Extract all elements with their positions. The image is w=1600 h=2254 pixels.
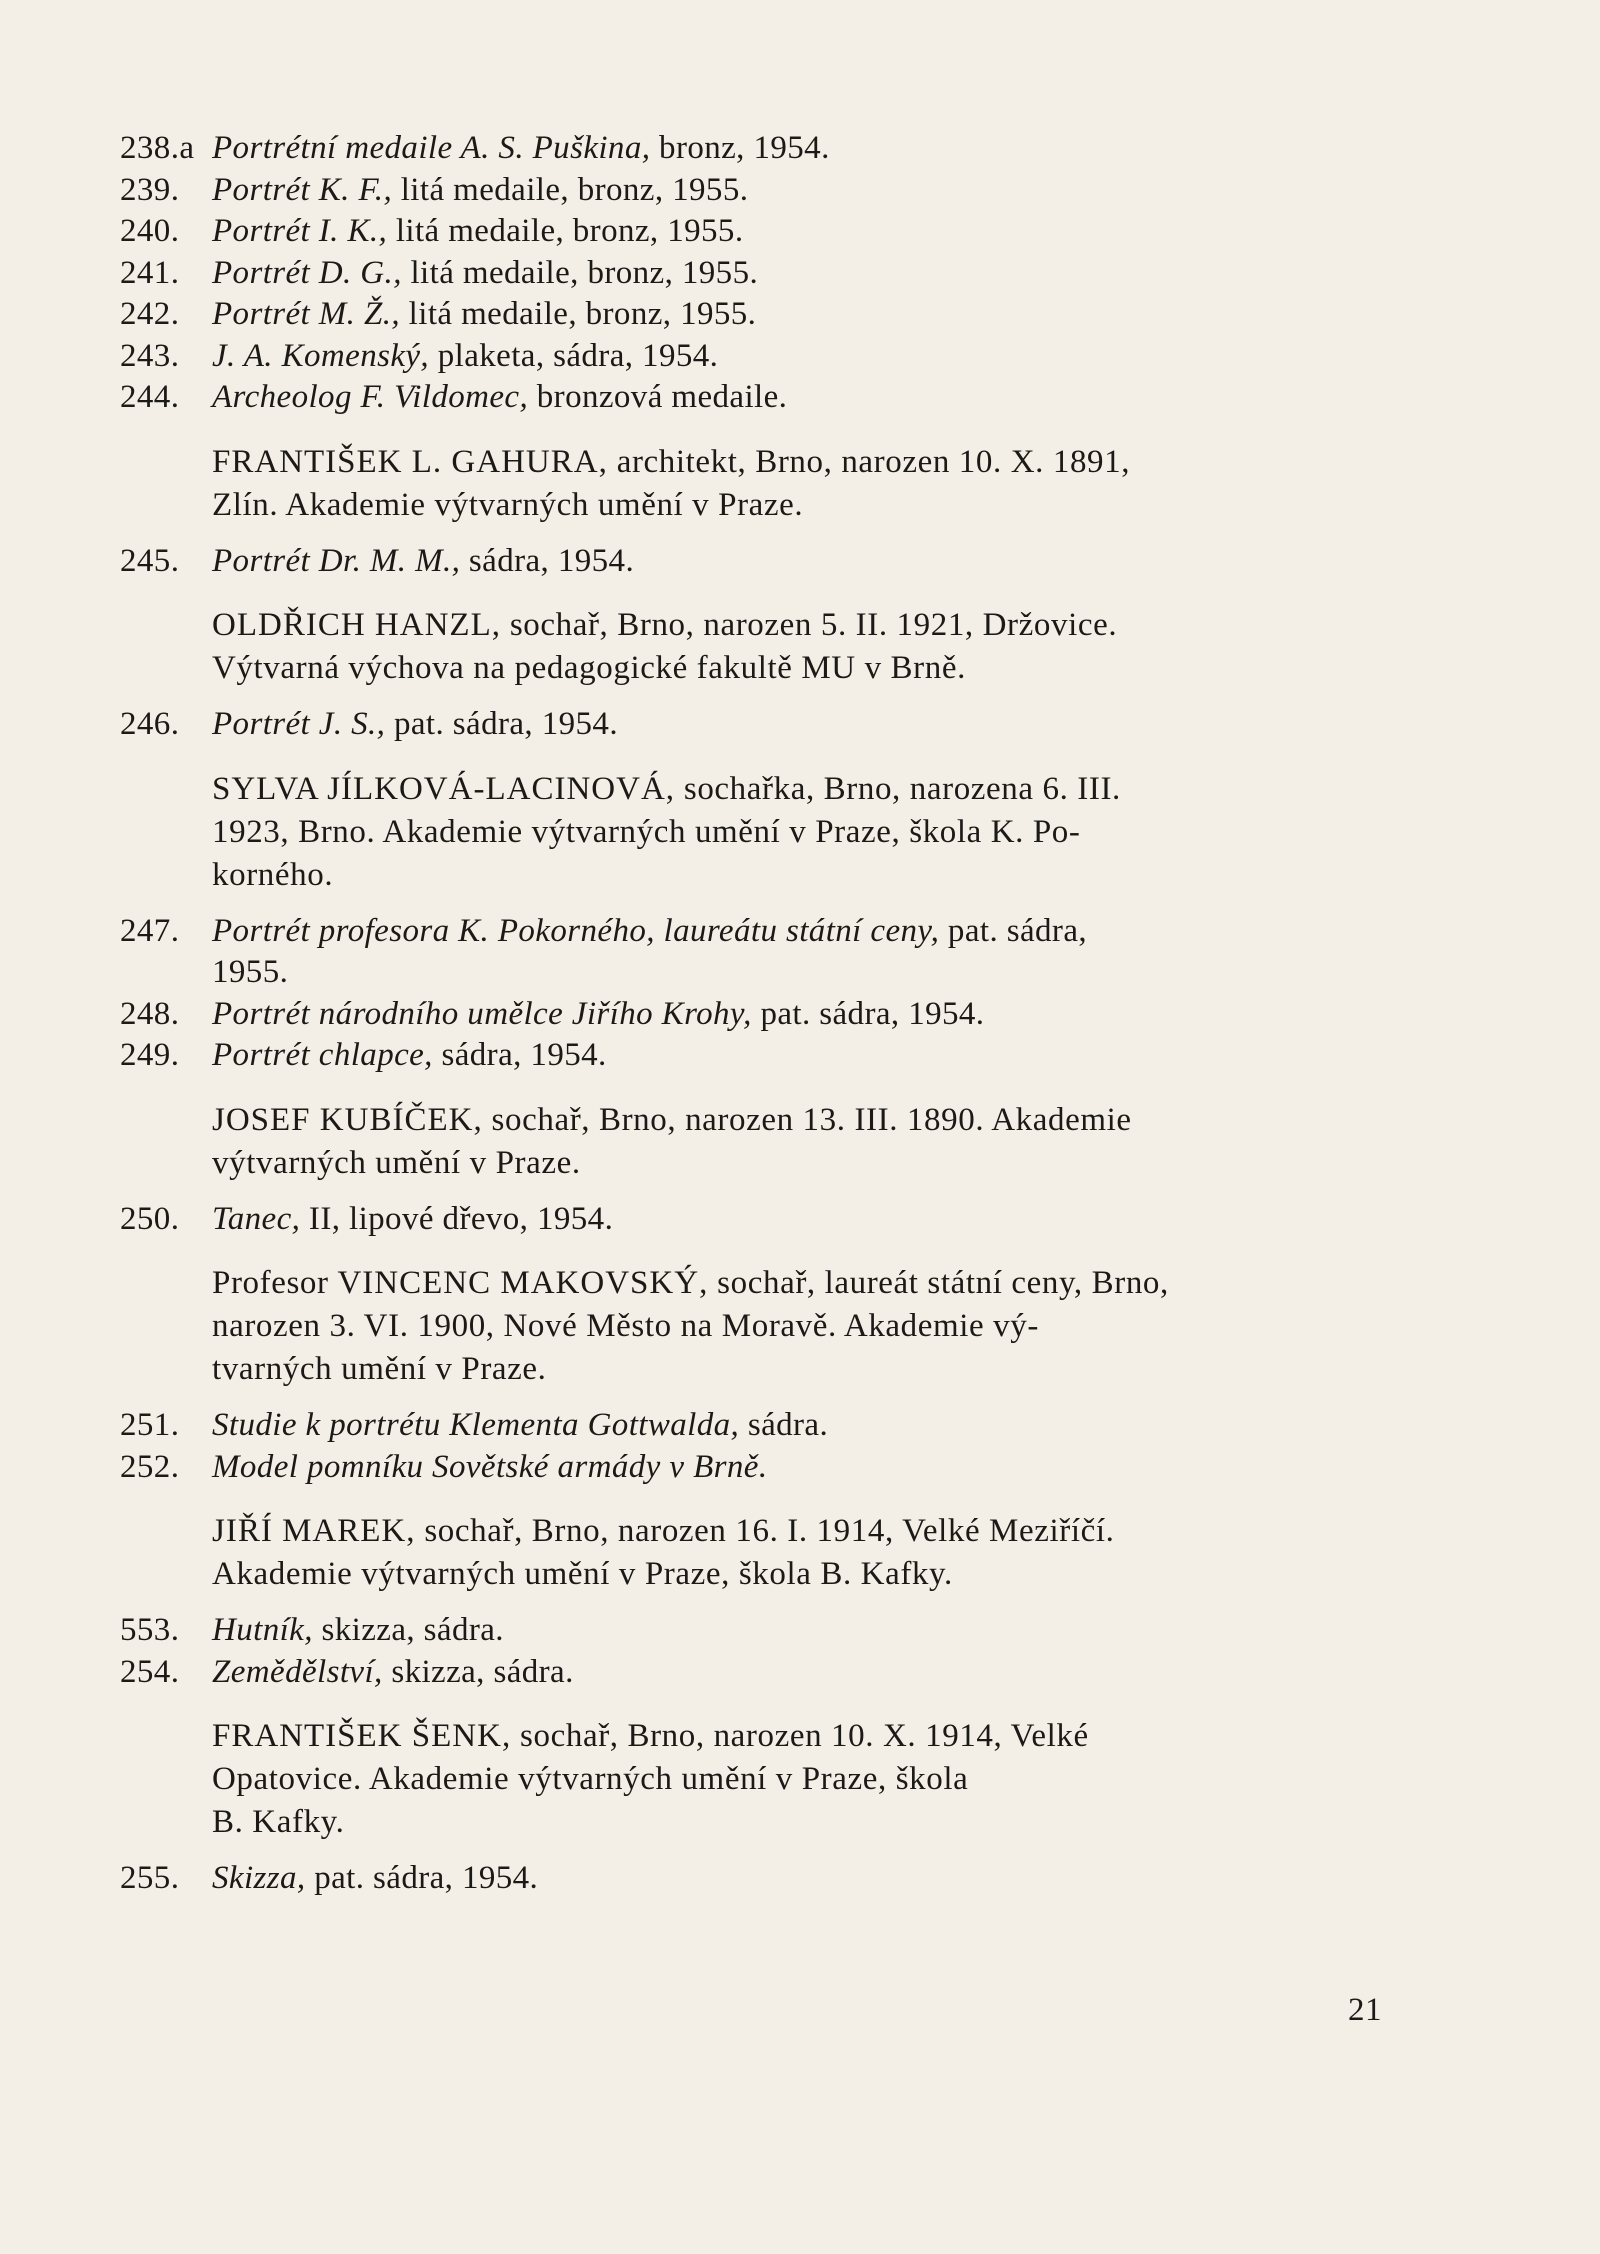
artist-bio [212,1262,1410,1391]
entry-details: litá medaile, bronz, 1955. [387,213,744,249]
entry-details: bronzová medaile. [528,379,788,415]
entry-number: 251. [120,1407,180,1443]
entry-details: plaketa, sádra, 1954. [429,337,719,374]
entry-number: 243. [120,337,180,374]
artist-bio-line: Zlín. Akademie výtvarných umění v Praze. [212,486,804,523]
entry-title: Zemědělství, [212,1653,383,1690]
entry-number: 249. [120,1037,180,1073]
entry-title: Portrét Dr. M. M., [212,542,461,579]
entry-number: 553. [120,1612,180,1648]
entry-details: bronz, 1954. [650,130,830,166]
entry-number: 241. [120,254,180,291]
catalog-entry [120,128,1410,170]
entry-number: 254. [120,1653,180,1690]
entry-details: sádra, 1954. [460,542,635,579]
entry-number: 245. [120,542,180,579]
catalog-entry [120,1610,1410,1652]
entry-details: litá medaile, bronz, 1955. [400,296,757,332]
entry-title: Portrét profesora K. Pokorného, laureátu státní ceny, [212,912,940,949]
artist-title-prefix: Profesor [212,1265,338,1301]
artist-bio-line: sochař, Brno, narozen 5. II. 1921, Držovice. [500,607,1118,643]
artist-bio-line: 1923, Brno. Akademie výtvarných umění v Praze, škola K. Po- [212,813,1081,850]
artist-bio [212,604,1410,690]
artist-bio-line: Akademie výtvarných umění v Praze, škola B. Kafky. [212,1556,953,1592]
artist-bio-line: tvarných umění v Praze. [212,1351,547,1387]
entry-title: Portrét J. S., [212,706,386,742]
catalog-entry-continuation [120,952,1410,994]
entry-details: sádra. [739,1407,829,1443]
entry-title: Portrét K. F., [212,171,393,208]
entry-number: 244. [120,379,180,415]
catalog-entry [120,1652,1410,1694]
entry-number: 255. [120,1860,180,1896]
entry-title: Hutník, [212,1612,313,1648]
artist-bio [212,1510,1410,1596]
artist-bio-line: Opatovice. Akademie výtvarných umění v Praze, škola [212,1761,969,1797]
catalog-entry [120,1858,1410,1900]
entry-number: 239. [120,171,180,208]
catalog-content [120,128,1410,1900]
artist-name: JOSEF KUBÍČEK, [212,1101,483,1138]
artist-bio-line: architekt, Brno, narozen 10. X. 1891, [607,443,1131,480]
artist-name: JIŘÍ MAREK, [212,1513,416,1549]
catalog-entry [120,911,1410,953]
artist-bio-line: sochař, laureát státní ceny, Brno, [708,1265,1169,1301]
catalog-entry [120,1035,1410,1077]
entry-details: pat. sádra, 1954. [305,1860,539,1896]
entry-details: skizza, sádra. [312,1612,504,1648]
entry-details: skizza, sádra. [382,1653,574,1690]
entry-details: litá medaile, bronz, 1955. [401,254,759,291]
artist-name: SYLVA JÍLKOVÁ-LACINOVÁ, [212,770,676,807]
entry-title: J. A. Komenský, [212,337,430,374]
entry-details: sádra, 1954. [432,1037,607,1073]
artist-bio [212,441,1410,527]
entry-details: pat. sádra, 1954. [385,706,618,742]
artist-bio-line: Výtvarná výchova na pedagogické fakultě MU v Brně. [212,650,966,686]
entry-details: pat. sádra, [939,912,1088,949]
artist-bio-line: B. Kafky. [212,1804,345,1840]
entry-details: II, lipové dřevo, 1954. [300,1200,614,1237]
catalog-entry [120,704,1410,746]
entry-title: Model pomníku Sovětské armády v Brně. [212,1448,768,1485]
catalog-entry [120,377,1410,419]
entry-title: Portrét D. G., [212,254,402,291]
artist-bio-line: sochařka, Brno, narozena 6. III. [675,770,1121,807]
entry-title: Studie k portrétu Klementa Gottwalda, [212,1407,740,1443]
entry-title: Portrét národního umělce Jiřího Krohy, [212,995,752,1032]
catalog-entry [120,336,1410,378]
artist-bio-line: sochař, Brno, narozen 13. III. 1890. Akademie [482,1101,1132,1138]
entry-number: 252. [120,1448,180,1485]
artist-name: OLDŘICH HANZL, [212,607,501,643]
entry-number: 240. [120,213,180,249]
artist-name: VINCENC MAKOVSKÝ, [337,1265,709,1301]
artist-bio-line: sochař, Brno, narozen 10. X. 1914, Velké [511,1718,1089,1754]
artist-name: FRANTIŠEK ŠENK, [212,1718,512,1754]
entry-title: Portrét I. K., [212,213,388,249]
entry-number: 246. [120,706,180,742]
page-number: 21 [1348,1992,1382,2028]
catalog-entry [120,1447,1410,1489]
artist-bio [212,1099,1410,1185]
entry-number: 238.a [120,130,195,166]
entry-number: 247. [120,912,180,949]
catalog-entry [120,1199,1410,1241]
artist-bio [212,1715,1410,1844]
entry-title: Portrétní medaile A. S. Puškina, [212,130,651,166]
entry-title: Tanec, [212,1200,301,1237]
entry-details: litá medaile, bronz, 1955. [392,171,749,208]
entry-title: Archeolog F. Vildomec, [212,379,529,415]
artist-bio [212,768,1410,897]
catalog-entry [120,1405,1410,1447]
catalog-entry [120,994,1410,1036]
entry-number: 242. [120,296,180,332]
artist-bio-line: výtvarných umění v Praze. [212,1144,581,1181]
entry-title: Portrét chlapce, [212,1037,433,1073]
catalog-entry [120,541,1410,583]
artist-bio-line: sochař, Brno, narozen 16. I. 1914, Velké Meziříčí. [415,1513,1115,1549]
catalog-entry [120,170,1410,212]
entry-number: 248. [120,995,180,1032]
artist-name: FRANTIŠEK L. GAHURA, [212,443,608,480]
catalog-entry [120,294,1410,336]
entry-title: Portrét M. Ž., [212,296,401,332]
artist-bio-line: korného. [212,856,334,893]
entry-details: pat. sádra, 1954. [751,995,985,1032]
artist-bio-line: narozen 3. VI. 1900, Nové Město na Moravě. Akademie vý- [212,1308,1039,1344]
entry-details: 1955. [212,954,289,990]
entry-title: Skizza, [212,1860,306,1896]
catalog-entry [120,253,1410,295]
catalog-entry [120,211,1410,253]
entry-number: 250. [120,1200,180,1237]
